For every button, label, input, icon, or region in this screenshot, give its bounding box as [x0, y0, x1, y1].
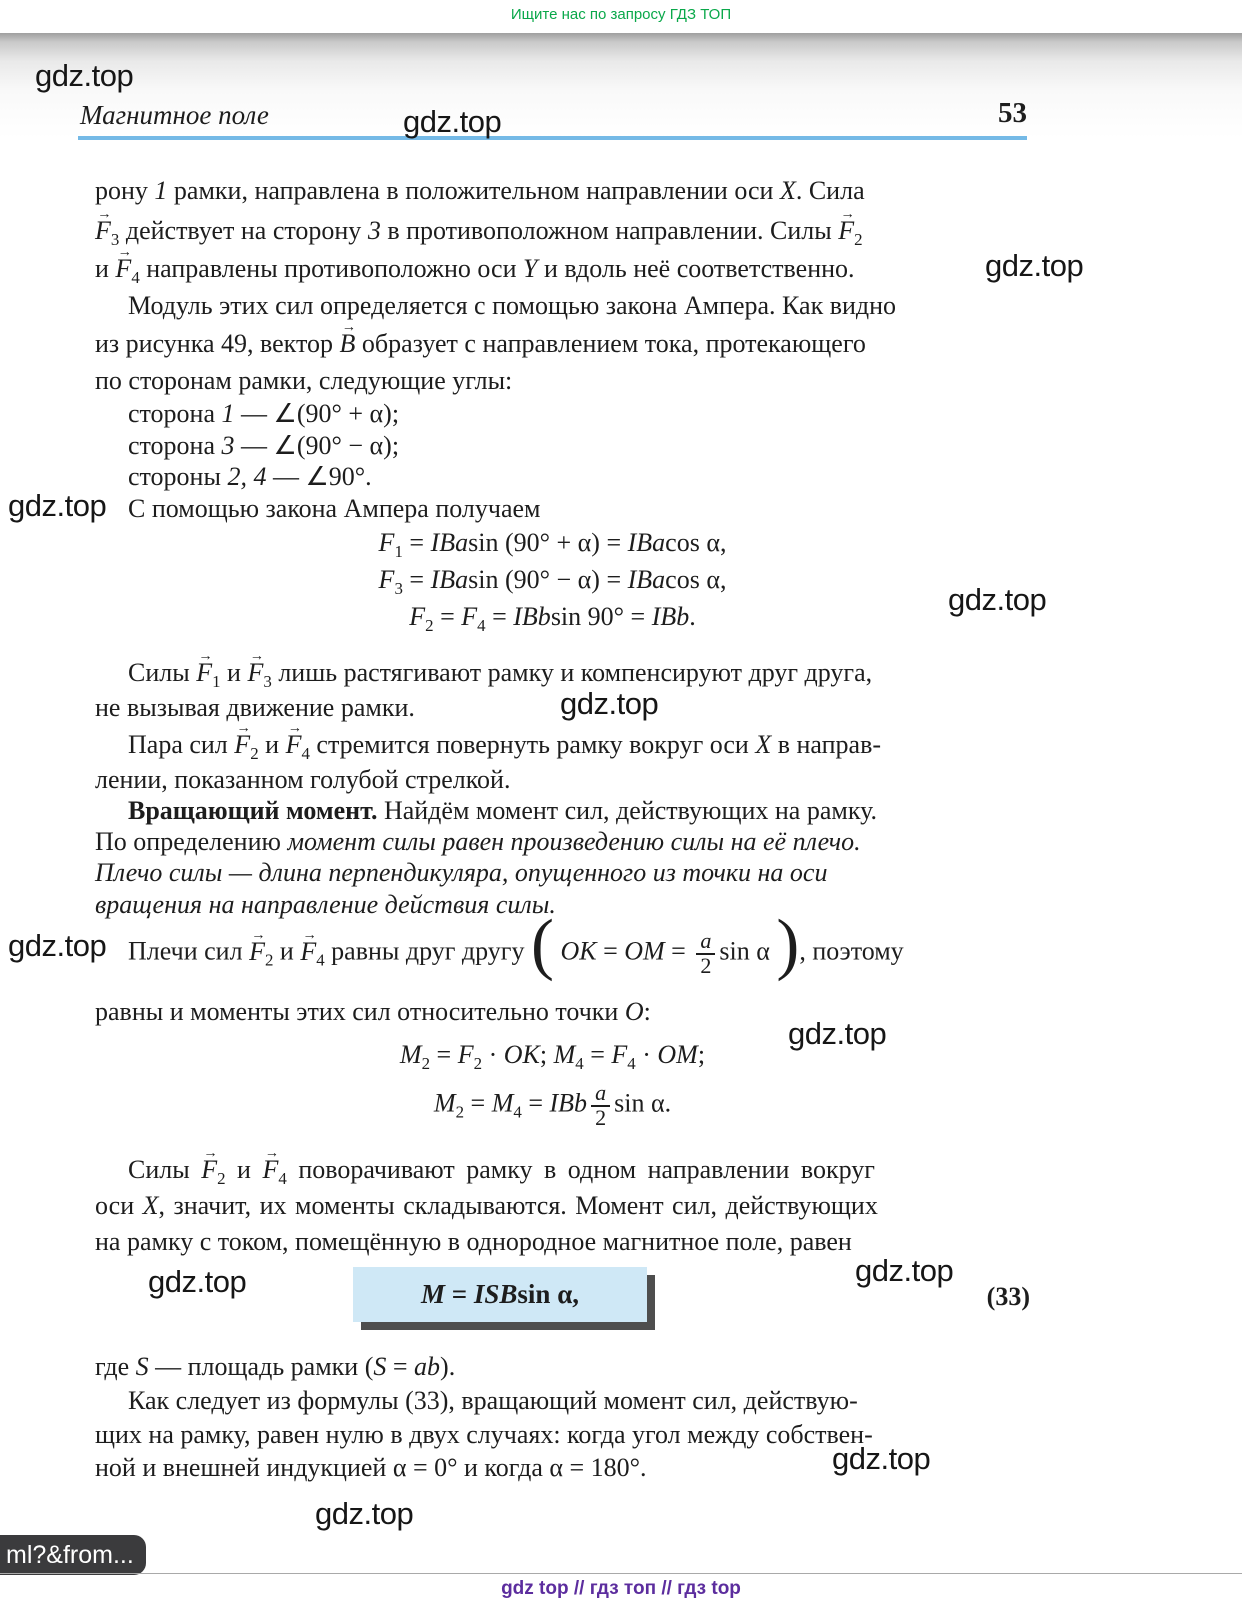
- body-line: равны и моменты этих сил относительно точки O:: [95, 997, 651, 1026]
- link-preview-text: ml?&from...: [6, 1541, 134, 1569]
- body-line: Модуль этих сил определяется с помощью закона Ампера. Как видно: [128, 291, 897, 320]
- formula-box-formula: M = ISBsin α,: [420, 1279, 580, 1309]
- body-line: где S — площадь рамки (S = ab).: [95, 1352, 456, 1381]
- body-line: на рамку с током, помещённую в однородное магнитное поле, равен: [95, 1227, 852, 1256]
- running-head-rule: [78, 136, 1027, 140]
- page-number: 53: [998, 97, 1027, 129]
- watermark: gdz.top: [35, 58, 134, 93]
- watermark: gdz.top: [8, 488, 107, 523]
- body-line: по сторонам рамки, следующие углы:: [95, 366, 513, 395]
- body-line: $F \to_3$ действует на сторону 3 в противоположном направлении. Силы $F \to_2$: [95, 216, 863, 246]
- body-line: С помощью закона Ампера получаем: [128, 494, 541, 523]
- body-line: ной и внешней индукцией α = 0° и когда α = 180°.: [95, 1453, 647, 1482]
- watermark: gdz.top: [403, 104, 502, 139]
- watermark: gdz.top: [788, 1016, 887, 1051]
- watermark: gdz.top: [315, 1496, 414, 1531]
- promo-banner: [0, 0, 1242, 33]
- watermark: gdz.top: [832, 1441, 931, 1476]
- body-line: вращения на направление действия силы.: [95, 890, 556, 919]
- running-head-title: Магнитное поле: [80, 100, 269, 130]
- body-line: Плечи сил $F \to_2$ и $F \to_4$ равны друг другу ( OK = OM = $\frac{a}{2}$ sin α ), поэтому: [128, 930, 904, 977]
- link-preview-bubble: [0, 1535, 146, 1575]
- body-line: оси X, значит, их моменты складываются. Момент сил, действующих: [95, 1191, 878, 1220]
- equation-number: (33): [986, 1282, 1030, 1311]
- formula-line: $F_2 = F_4 = IBbsin$ 90° = IBb.: [409, 602, 696, 636]
- body-line: Вращающий момент. Найдём момент сил, действующих на рамку.: [128, 796, 878, 825]
- watermark: gdz.top: [560, 686, 659, 721]
- body-line: По определению момент силы равен произведению силы на её плечо.: [95, 827, 861, 856]
- formula-line: $M_2 = F_2$ · OK; $M_4 = F_4$ · OM;: [399, 1040, 706, 1074]
- body-line: сторона 1 — ∠(90° + α);: [128, 399, 400, 428]
- watermark: gdz.top: [148, 1264, 247, 1299]
- body-line: Плечо силы — длина перпендикуляра, опущенного из точки на оси: [95, 858, 828, 887]
- watermark: gdz.top: [985, 248, 1084, 283]
- body-line: из рисунка 49, вектор B → образует с направлением тока, протекающего: [95, 329, 866, 359]
- formula-box: [353, 1267, 647, 1322]
- body-line: щих на рамку, равен нулю в двух случаях: когда угол между собствен-: [95, 1420, 873, 1449]
- body-line: Силы $F \to_1$ и $F \to_3$ лишь растягивают рамку и компенсируют друг друга,: [128, 658, 872, 688]
- body-line: Силы $F \to_2$ и $F \to_4$ поворачивают рамку в одном направлении вокруг: [128, 1155, 875, 1185]
- watermark: gdz.top: [855, 1253, 954, 1288]
- body-line: лении, показанном голубой стрелкой.: [95, 765, 511, 794]
- body-line: не вызывая движение рамки.: [95, 693, 415, 722]
- watermark: gdz.top: [948, 582, 1047, 617]
- footer-divider: [0, 1573, 1242, 1574]
- footer-links[interactable]: [0, 1578, 1242, 1600]
- body-line: Как следует из формулы (33), вращающий момент сил, действую-: [128, 1386, 858, 1415]
- formula-line: $F_3 = IBasin$ (90° − α) = IBacos α,: [378, 565, 727, 599]
- body-line: рону 1 рамки, направлена в положительном направлении оси X. Сила: [95, 176, 865, 205]
- body-line: и $F \to_4$ направлены противоположно оси Y и вдоль неё соответственно.: [95, 254, 855, 284]
- body-line: сторона 3 — ∠(90° − α);: [128, 431, 400, 460]
- body-line: стороны 2, 4 — ∠90°.: [128, 462, 372, 491]
- formula-line: $F_1 = IBasin$ (90° + α) = IBacos α,: [378, 528, 727, 562]
- watermark: gdz.top: [8, 928, 107, 963]
- footer-links-text[interactable]: gdz top // гдз топ // гдз top: [501, 1578, 741, 1599]
- body-line: Пара сил $F \to_2$ и $F \to_4$ стремится повернуть рамку вокруг оси X в направ-: [128, 730, 881, 760]
- promo-banner-text: Ищите нас по запросу ГДЗ ТОП: [510, 6, 732, 23]
- formula-line: $M_2 = M_4$ = IBb $\frac{a}{2}$ sin α.: [433, 1080, 672, 1130]
